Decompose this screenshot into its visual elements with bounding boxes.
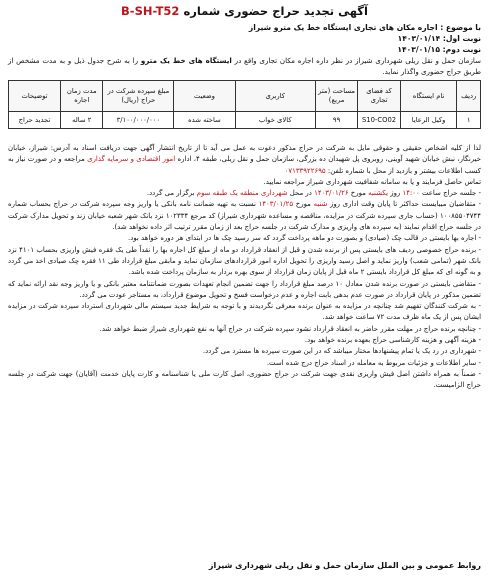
second-round-label: نوبت دوم: (442, 45, 481, 54)
second-round (8, 44, 481, 55)
body-paragraph: تماس حاصل فرمایند و یا به سامانه شفافیت شهرداری شیراز مراجعه نمایید. (263, 177, 481, 186)
title-text: آگهی تجدید حراج حضوری شماره (183, 4, 368, 18)
body-text: روز (390, 189, 401, 198)
auction-day: یکشنبه (368, 189, 389, 198)
notice-body (8, 143, 481, 392)
deadline-day: شنبه (313, 200, 328, 209)
body-paragraph: - سایر اطلاعات و جزئیات مربوط به معامله در اسناد حراج درج شده است. (266, 358, 481, 367)
deposit-paragraph (8, 199, 481, 233)
body-paragraph: - ضمناً به همراه داشتن اصل فیش واریزی نقدی جهت شرکت در حراج حضوری، اصل کارت ملی یا شناسنامه و کارت پایان خدمت (آقایان) جهت شرکت در جلسه حراج الزامیست. (8, 369, 481, 390)
table-header: ردیف (457, 81, 481, 112)
table-cell: ۲ ساله (60, 112, 102, 129)
auction-time: ۱۴:۰۰ (402, 189, 420, 198)
body-text: - متقاضیان میبایست حداکثر تا پایان وقت اداری روز (329, 200, 481, 209)
body-paragraph: - شهرداری در رد یک یا تمام پیشنهادها مختار میباشد که در این صورت سپرده ها مسترد می گردد. (202, 347, 481, 356)
notice-code: B-SH-T52 (121, 4, 180, 18)
body-paragraph: - اجاره بها بایستی در قالب چک (صیادی) و بصورت دو ماهه پرداخت گردد که سر رسید چک ها در ابتدای هر دوره خواهد بود. (128, 234, 481, 243)
auction-time-paragraph (8, 188, 481, 199)
table-header: مدت زمان اجاره (60, 81, 102, 112)
intro-part2: را به شرح جدول ذیل و به مدت مشخص از طریق حراج حضوری واگذار نماید. (8, 56, 481, 76)
body-paragraph (8, 143, 481, 177)
table-cell: S10-CO02 (358, 112, 400, 129)
body-text: لذا از کلیه اشخاص حقیقی و حقوقی مایل به شرکت در حراج مذکور دعوت به عمل می آید تا از تاریخ انتشار آگهی جهت دریافت اسناد به آدرس: شیراز، خیابان خیرنگار، نبش خیابان شهید آوینی، روبروی پل شهیدان ده بزرگی، سازمان حمل و نقل ریلی، طبقه ۴، اداره (8, 144, 482, 164)
table-cell: ۹۹ (315, 112, 357, 129)
table-header: کاربری (235, 81, 315, 112)
table-header: نام ایستگاه (400, 81, 457, 112)
body-text: مراجعه و در صورت نیاز به کسب اطلاعات بیشتر و بازدید از محل با شماره تلفن: (8, 155, 481, 175)
table-header: کد فضای تجاری (358, 81, 400, 112)
intro-part1: سازمان حمل و نقل ریلی شهرداری شیراز در نظر داره اجاره مکان تجاری واقع در (234, 56, 481, 65)
body-paragraph: - هزینه آگهی و هزینه کارشناسی حراج بعهده برنده خواهد بود. (304, 336, 481, 345)
body-paragraph: - به شرکت کنندگان تفهیم شد چنانچه در مزایده به عنوان برنده معرفی نگردیدند و با توجه به شرایط جدید سیستم مالی شهرداری استرداد سپرده شرکت در مزایده ایشان پس از یک ماه ظرف مدت ۷۲ ساعت خواهد شد. (8, 302, 481, 322)
phone-number: ۰۷۱۳۳۹۲۲۶۹۵ (284, 166, 326, 175)
first-round-label: نوبت اول: (442, 34, 481, 43)
body-text: مورخ (350, 189, 366, 198)
second-round-date: ۱۴۰۳/۰۱/۱۵ (397, 45, 440, 54)
body-text: - جلسه حراج ساعت (421, 189, 481, 198)
table-cell: وکیل الرعایا (400, 112, 457, 129)
body-paragraph: - متقاضی بایستی در صورت برنده شدن معادل ۱۰ درصد مبلغ قرارداد را جهت تضمین انجام تعهدات بصورت ضمانتنامه معتبر بانکی و یا واریز وجه نقد ارائه نماید که تضمین مذکور در پایان قرارداد در صورت عدم بدهی بابت اجاره و عدم درخواست فسخ و تحویل موضوع قرارداد، به مستاجر عودت می گردد. (8, 279, 481, 299)
table-cell: ۳/۱۰۰/۰۰۰/۰۰۰ (103, 112, 174, 129)
table-cell: ساخته شده (174, 112, 235, 129)
deadline-date: ۱۴۰۳/۰۱/۲۵ (258, 200, 294, 209)
table-header: وضعیت (174, 81, 235, 112)
intro-bold: ایستگاه های خط یک مترو (140, 56, 232, 65)
table-header: مبلغ سپرده شرکت در حراج (ریال) (103, 81, 174, 112)
body-text: در محل (289, 189, 312, 198)
auction-table (8, 80, 481, 129)
table-cell: ۱ (457, 112, 481, 129)
department-name: امور اقتصادی و سرمایه گذاری (87, 155, 176, 164)
table-header: مساحت (متر مربع) (315, 81, 357, 112)
notice-intro (8, 55, 481, 77)
auction-date: ۱۴۰۳/۰۱/۲۶ (314, 189, 349, 198)
body-text: مورخ (295, 200, 311, 209)
body-text: نسبت به تهیه ضمانت نامه بانکی یا واریز وجه سپرده شرکت در حراج بحساب شماره ۱۰۰۸۵۵۰۴۷۴۴ (حساب جاری سپرده شرکت در مزایده، مناقصه و مساعده شهرداری شیراز) کد مرجع ۱۰۲۳۳۴ نزد بانک شهر شعبه خیابان زند و تحویل مدارک شرکت در جلسه حراج اقدام نمایند (به سپرده های واریزی و مدارک شرکت در جلسه حراج بعد از زمان مقرر ترتیب اثر داده نخواهد شد). (8, 200, 481, 232)
notice-title (8, 4, 481, 18)
notice-subject: با موضوع : اجاره مکان های تجاری ایستگاه خط یک مترو شیراز (248, 23, 481, 32)
table-header: توضیحات (9, 81, 61, 112)
table-cell: کالای خواب (235, 112, 315, 129)
first-round (8, 33, 481, 44)
auction-place: شهرداری منطقه یک طبقه سوم (196, 189, 288, 198)
table-row (9, 112, 481, 129)
first-round-date: ۱۴۰۳/۰۱/۱۴ (397, 34, 441, 43)
body-paragraph: - چنانچه برنده حراج در مهلت مقرر حاضر به انعقاد قرارداد نشود سپرده شرکت در حراج آنها به نفع شهرداری شیراز ضبط خواهد شد. (99, 324, 481, 333)
table-header-row (9, 81, 481, 112)
notice-signature: روابط عمومی و بین الملل سازمان حمل و نقل ریلی شهرداری شیراز (208, 561, 481, 570)
body-text: برگزار می گردد. (146, 189, 195, 198)
table-cell: تجدید حراج (9, 112, 61, 129)
body-paragraph: - برنده حراج خصوصی ردیف های بایستی پس از برنده شدن و قبل از انعقاد قرارداد دو ماه از مبلغ کل اجاره بها را نقداً طی یک فقره فیش واریزی بحساب ۴۱۰۱ نزد بانک شهر (تمامی شعب) واریز نماید و اصل رسید واریزی را تحویل اداره امور قراردادهای سازمان نماید و مابقی مبلغ قرارداد طی ۱۱ فقره چک صیادی اخذ می گردد و به گونه ای که مبلغ کل قرارداد بایستی ۲ ماه قبل از پایان زمان قرارداد از سوی بهره بردار به سازمان پرداخت شده باشد. (8, 245, 481, 277)
